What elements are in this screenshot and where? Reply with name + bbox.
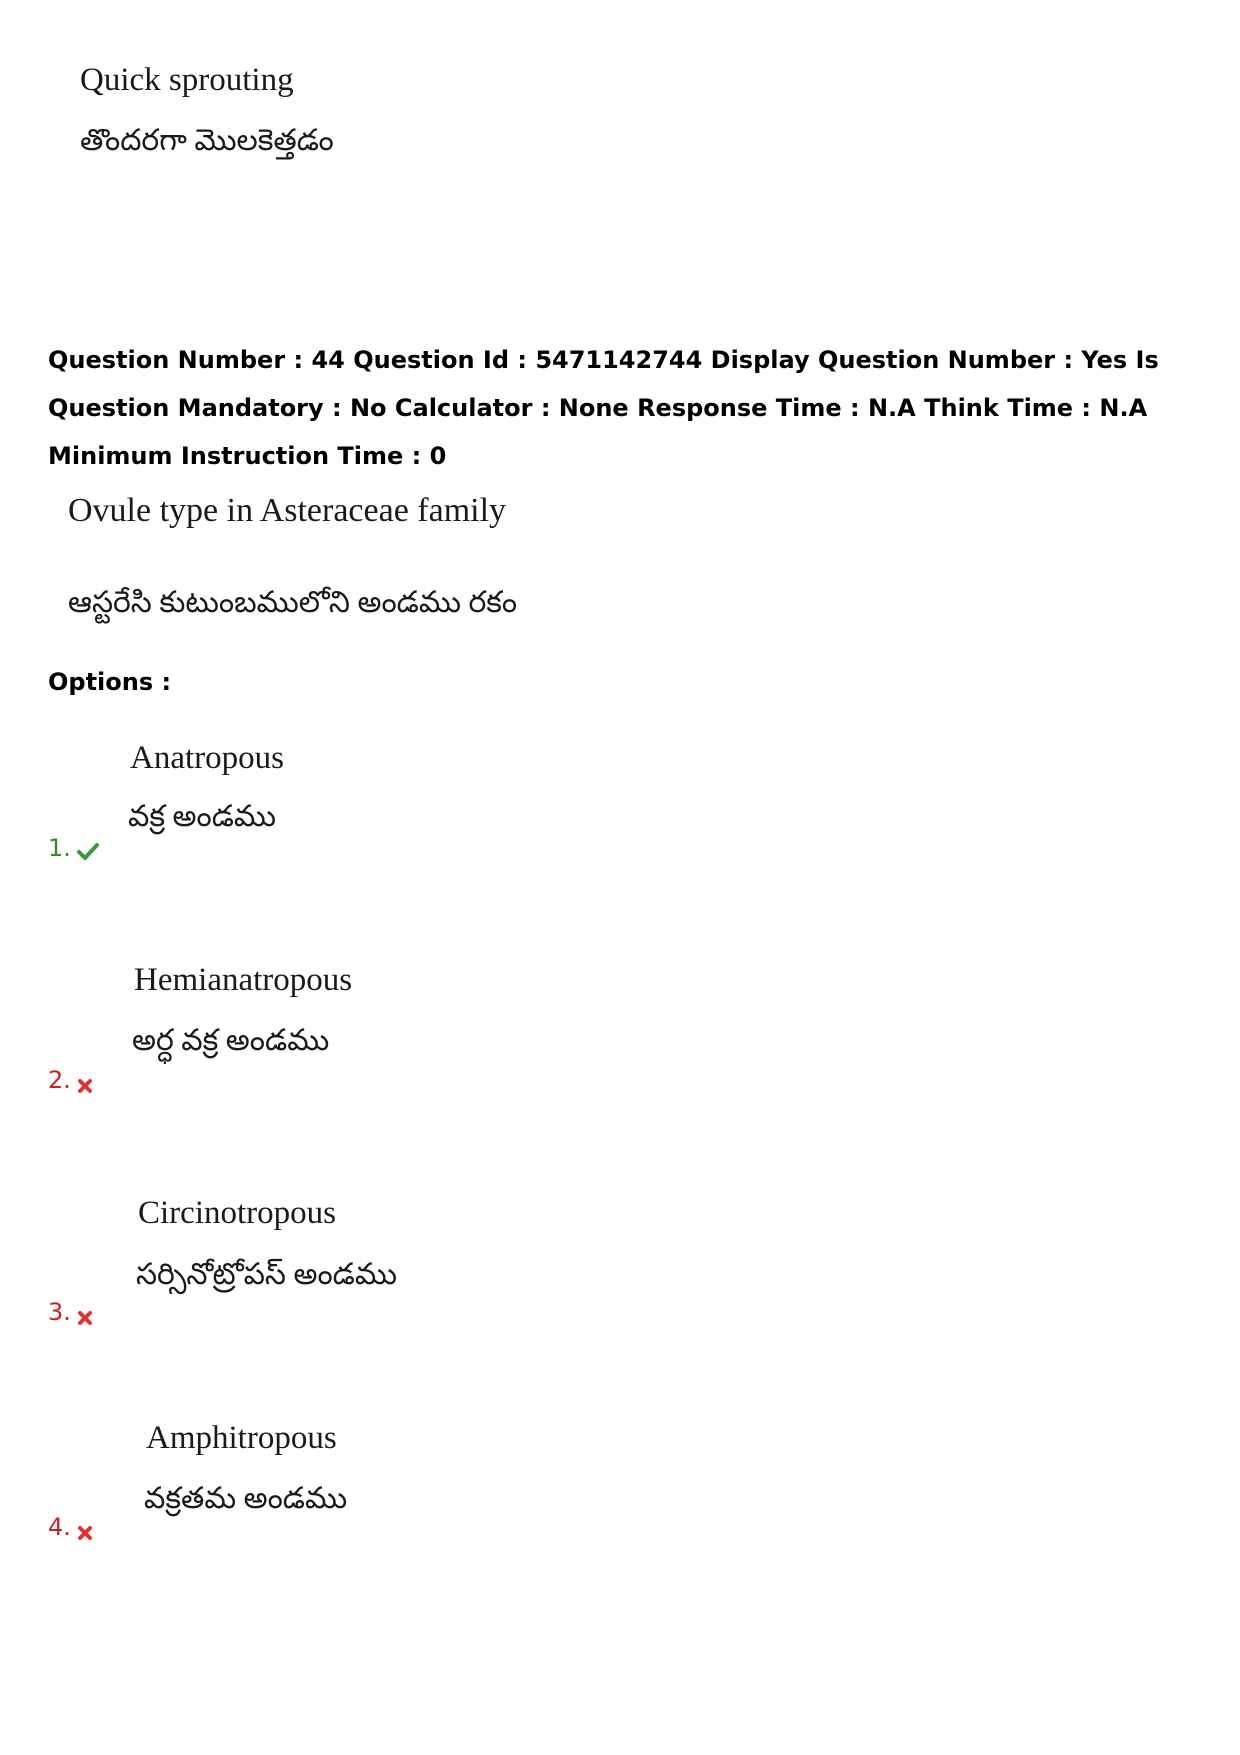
option-4-marker bbox=[48, 1513, 93, 1541]
check-icon bbox=[77, 839, 99, 857]
option-1-telugu: వక్ర అండము bbox=[128, 800, 277, 833]
option-4-telugu: వక్రతమ అండము bbox=[144, 1482, 348, 1515]
option-2-marker bbox=[48, 1066, 93, 1094]
option-2-english: Hemianatropous bbox=[134, 962, 353, 998]
cross-icon bbox=[77, 1519, 93, 1535]
options-label: Options : bbox=[48, 668, 172, 696]
option-3-number: 3. bbox=[48, 1298, 71, 1326]
option-3-marker bbox=[48, 1298, 93, 1326]
option-2-telugu: అర్ధ వక్ర అండము bbox=[132, 1024, 330, 1057]
question-text-english: Ovule type in Asteraceae family bbox=[68, 492, 507, 529]
option-4-number: 4. bbox=[48, 1513, 71, 1541]
cross-icon bbox=[77, 1072, 93, 1088]
option-1-number: 1. bbox=[48, 834, 71, 862]
option-1-marker bbox=[48, 834, 99, 862]
question-meta: Question Number : 44 Question Id : 5471142744 Display Question Number : Yes Is Question Mandatory : No Calculator : None Response Time : N.A Think Time : N.A Minimum Instruction Time : 0 bbox=[48, 346, 1159, 470]
option-3-telugu: సర్సినోట్రోపస్ అండము bbox=[136, 1258, 397, 1291]
option-1-english: Anatropous bbox=[130, 740, 284, 776]
question-text-telugu: ఆస్టరేసి కుటుంబములోని అండము రకం bbox=[68, 586, 518, 619]
cross-icon bbox=[77, 1304, 93, 1320]
previous-option-english: Quick sprouting bbox=[80, 62, 294, 98]
option-2-number: 2. bbox=[48, 1066, 71, 1094]
previous-option-telugu: తొందరగా మొలకెత్తడం bbox=[80, 124, 334, 157]
option-4-english: Amphitropous bbox=[146, 1420, 337, 1456]
option-3-english: Circinotropous bbox=[138, 1195, 336, 1231]
